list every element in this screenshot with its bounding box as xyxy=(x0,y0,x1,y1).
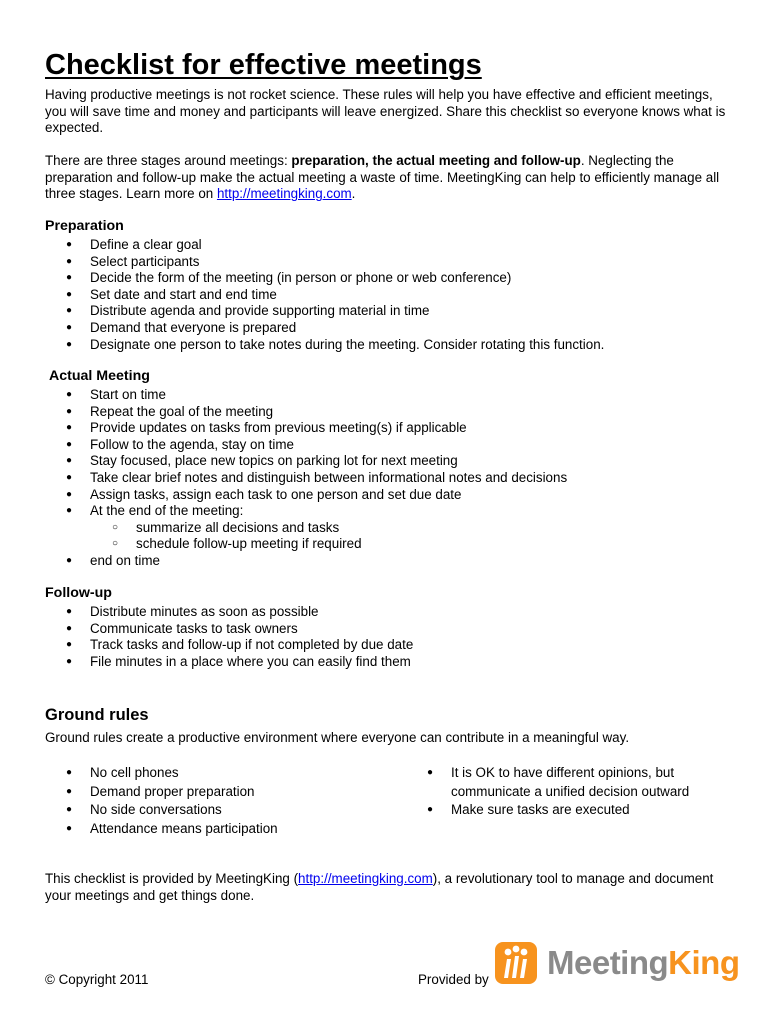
actual-meeting-section xyxy=(45,368,735,570)
list-item: ● Demand that everyone is prepared xyxy=(45,320,735,337)
list-item: ● Follow to the agenda, stay on time xyxy=(45,437,735,454)
list-item: ● No side conversations xyxy=(45,801,375,820)
list-item: ● Provide updates on tasks from previous meeting(s) if applicable xyxy=(45,420,735,437)
sub-list-item: ○ summarize all decisions and tasks xyxy=(90,520,735,537)
followup-heading: Follow-up xyxy=(45,585,112,601)
provided-by-label: Provided by xyxy=(418,972,489,987)
followup-list xyxy=(45,604,735,670)
list-item: ● Assign tasks, assign each task to one person and set due date xyxy=(45,487,735,504)
ground-rules-right-column xyxy=(406,764,726,820)
list-item: ● end on time xyxy=(45,553,735,570)
preparation-section xyxy=(45,218,735,353)
sub-list-item: ○ schedule follow-up meeting if required xyxy=(90,536,735,553)
list-item: ● It is OK to have different opinions, but communicate a unified decision outward xyxy=(406,764,726,801)
list-item: ● No cell phones xyxy=(45,764,375,783)
stages-text-after: . Neglecting the preparation and follow-up make the actual meeting a waste of time. MeetingKing can help to efficiently manage all three stages. Learn more on xyxy=(45,153,720,202)
footer-text-before: This checklist is provided by MeetingKing ( xyxy=(45,871,299,886)
meetingking-logo-wordmark xyxy=(547,940,740,986)
stages-text-before: There are three stages around meetings: xyxy=(45,153,292,168)
list-item: ● Repeat the goal of the meeting xyxy=(45,404,735,421)
list-item xyxy=(45,503,735,553)
ground-rules-left-column xyxy=(45,764,375,838)
meetingking-logo xyxy=(495,940,740,988)
list-item: ● Define a clear goal xyxy=(45,237,735,254)
list-item: ● Start on time xyxy=(45,387,735,404)
list-item: ● Distribute minutes as soon as possible xyxy=(45,604,735,621)
list-item: ● Stay focused, place new topics on parking lot for next meeting xyxy=(45,453,735,470)
copyright: © Copyright 2011 xyxy=(45,972,149,987)
ground-rules-left-list xyxy=(45,764,375,838)
stages-end: . xyxy=(351,186,356,202)
list-item: ● Demand proper preparation xyxy=(45,783,375,802)
list-item: ● Attendance means participation xyxy=(45,820,375,839)
logo-word-meeting: Meeting xyxy=(547,944,669,981)
stages-paragraph xyxy=(45,153,735,203)
ground-rules-heading: Ground rules xyxy=(45,706,149,724)
footer-text-after: ), a revolutionary tool to manage and document your meetings and get things done. xyxy=(45,871,714,903)
list-item: ● Decide the form of the meeting (in person or phone or web conference) xyxy=(45,270,735,287)
meetingking-logo-icon xyxy=(495,942,537,984)
intro-paragraph: Having productive meetings is not rocket science. These rules will help you have effective and efficient meetings, you will save time and money and participants will leave energized. Share this checklist so everyone knows what is expected. xyxy=(45,87,726,136)
list-item: ● Designate one person to take notes during the meeting. Consider rotating this function. xyxy=(45,337,735,354)
page-title: Checklist for effective meetings xyxy=(45,49,482,81)
actual-meeting-list xyxy=(45,387,735,570)
list-item: ● Set date and start and end time xyxy=(45,287,735,304)
list-item: ● File minutes in a place where you can easily find them xyxy=(45,654,735,671)
actual-meeting-heading: Actual Meeting xyxy=(49,368,150,384)
meetingking-link[interactable]: http://meetingking.com xyxy=(216,186,352,202)
followup-section xyxy=(45,585,735,670)
stages-bold: preparation, the actual meeting and follow-up xyxy=(291,153,581,168)
preparation-heading: Preparation xyxy=(45,218,124,234)
list-item: ● Communicate tasks to task owners xyxy=(45,621,735,638)
footer-paragraph xyxy=(45,871,715,904)
list-item: ● Track tasks and follow-up if not completed by due date xyxy=(45,637,735,654)
sub-list xyxy=(90,520,735,553)
footer-meetingking-link[interactable]: http://meetingking.com xyxy=(298,871,433,886)
preparation-list xyxy=(45,237,735,353)
ground-rules-right-list xyxy=(406,764,726,820)
list-item: ● Select participants xyxy=(45,254,735,271)
list-item: ● Take clear brief notes and distinguish between informational notes and decisions xyxy=(45,470,735,487)
list-item: ● Distribute agenda and provide supporting material in time xyxy=(45,303,735,320)
list-item: ● Make sure tasks are executed xyxy=(406,801,726,820)
logo-word-king: King xyxy=(668,944,740,981)
list-item-text: At the end of the meeting: xyxy=(90,503,244,519)
ground-rules-intro: Ground rules create a productive environment where everyone can contribute in a meaningful way. xyxy=(45,730,630,745)
